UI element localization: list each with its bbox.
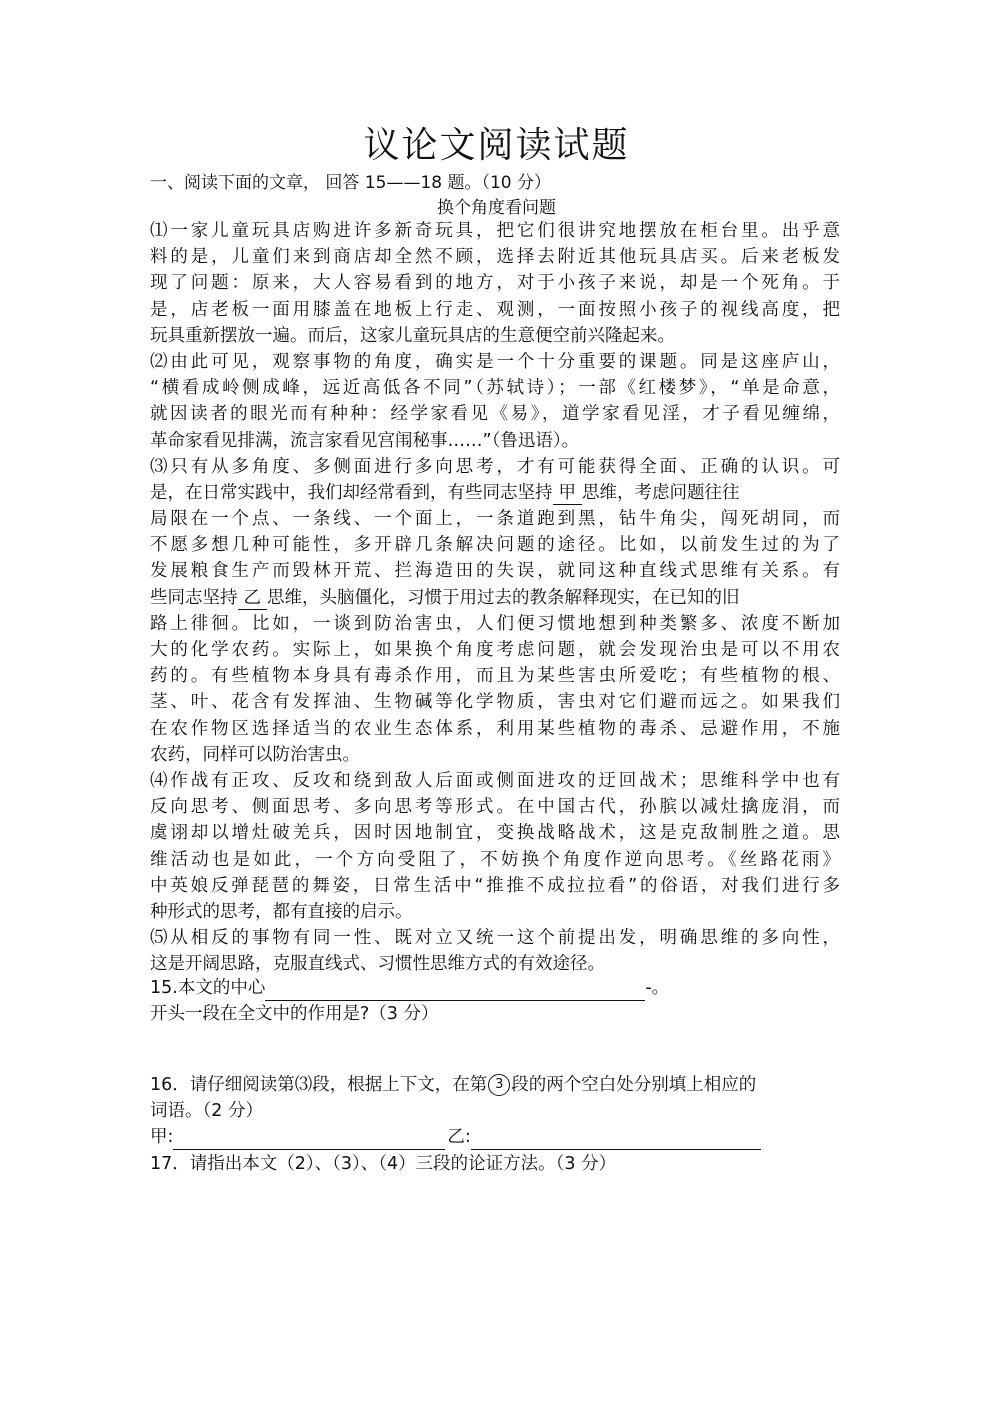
- answer-line-yi[interactable]: [471, 1131, 761, 1150]
- question-17-text: 17．请指出本文（2）、（3）、（4）三段的论证方法。（3 分）: [150, 1154, 617, 1174]
- paragraph-text: 些同志坚持: [150, 587, 238, 608]
- paragraph-3: [150, 454, 840, 768]
- paragraph-4: [150, 768, 840, 925]
- answer-line-jia[interactable]: [173, 1131, 445, 1150]
- paragraph-line: 玩具重新摆放一遍。而后，这家儿童玩具店的生意便空前兴隆起来。: [150, 325, 675, 346]
- paragraph-line: 就因读者的眼光而有种种：经学家看见《易》，道学家看见淫，才子看见缠绵，: [150, 404, 840, 425]
- paragraph-text: 思维，考虑问题往往: [582, 482, 740, 503]
- paragraph-line: ⑷作战有正攻、反攻和绕到敌人后面或侧面进攻的迂回战术；思维科学中也有: [150, 770, 840, 791]
- section-heading: 一、阅读下面的文章， 回答 15——18 题。（10 分）: [150, 173, 552, 193]
- article-body: [150, 218, 840, 977]
- paragraph-line: 现了问题：原来，大人容易看到的地方，对于小孩子来说，却是一个死角。于: [150, 273, 840, 294]
- paragraph-line: 在农作物区选择适当的农业生态体系，利用某些植物的毒杀、忌避作用，不施: [150, 718, 840, 739]
- blank-yi: 乙: [238, 587, 268, 610]
- paragraph-line: 虞诩却以增灶破羌兵，因时因地制宜，变换战略战术，这是克敌制胜之道。思: [150, 823, 840, 844]
- paragraph-line: 发展粮食生产而毁林开荒、拦海造田的失误，就同这种直线式思维有关系。有: [150, 561, 840, 582]
- question-16-text: 16．请仔细阅读第⑶段，根据上下文，在第: [150, 1075, 488, 1095]
- paragraph-line: 维活动也是如此，一个方向受阻了，不妨换个角度作逆向思考。《丝路花雨》: [150, 849, 840, 870]
- paragraph-line: ⑵由此可见，观察事物的角度，确实是一个十分重要的课题。同是这座庐山，: [150, 351, 840, 372]
- paragraph-line: “横看成岭侧成峰，远近高低各不同”（苏轼诗）；一部《红楼梦》，“单是命意，: [150, 378, 840, 399]
- question-15-label: 15.本文的中心: [150, 978, 266, 998]
- paragraph-5: [150, 925, 840, 977]
- paragraph-line: [150, 585, 840, 611]
- paragraph-text: 是，在日常实践中，我们却经常看到，有些同志坚持: [150, 482, 553, 503]
- paragraph-line: 种形式的思考，都有直接的启示。: [150, 901, 413, 922]
- paragraph-line: 农药，同样可以防治害虫。: [150, 744, 360, 765]
- paragraph-line: 反向思考、侧面思考、多向思考等形式。在中国古代，孙膑以减灶擒庞涓，而: [150, 797, 840, 818]
- question-16: [150, 1072, 850, 1150]
- question-line: [150, 975, 850, 1001]
- paragraph-text: 思维，头脑僵化，习惯于用过去的教条解释现实，在已知的旧: [267, 587, 740, 608]
- paragraph-line: 局限在一个点、一条线、一个面上，一条道跑到黑，钻牛角尖，闯死胡同，而: [150, 509, 840, 530]
- paragraph-line: 茎、叶、花含有发挥油、生物碱等化学物质，害虫对它们避而远之。如果我们: [150, 692, 840, 713]
- question-16-cont: 词语。（2 分）: [150, 1101, 263, 1121]
- page-title: 议论文阅读试题: [363, 125, 630, 166]
- paragraph-line: 不愿多想几种可能性，多开辟几条解决问题的途径。比如，以前发生过的为了: [150, 535, 840, 556]
- paragraph-line: ⑴一家儿童玩具店购进许多新奇玩具，把它们很讲究地摆放在柜台里。出乎意: [150, 221, 840, 241]
- paragraph-line: ⑸从相反的事物有同一性、既对立又统一这个前提出发，明确思维的多向性，: [150, 928, 840, 949]
- paragraph-line: 中英娘反弹琵琶的舞姿，日常生活中“推推不成拉拉看”的俗语，对我们进行多: [150, 875, 840, 896]
- circled-number: 3: [488, 1074, 510, 1096]
- question-15-suffix: -。: [645, 978, 670, 998]
- article-title: 换个角度看问题: [437, 198, 556, 218]
- paragraph-line: 料的是，儿童们来到商店却全然不顾，选择去附近其他玩具店买。后来老板发: [150, 247, 840, 268]
- paragraph-1: [150, 218, 840, 349]
- answer-row-16: [150, 1124, 850, 1150]
- question-15: [150, 975, 850, 1027]
- paragraph-line: ⑶只有从多角度、多侧面进行多向思考，才有可能获得全面、正确的认识。可: [150, 456, 840, 477]
- paragraph-2: [150, 349, 840, 454]
- question-15-sub: 开头一段在全文中的作用是?（3 分）: [150, 1004, 439, 1024]
- answer-label-yi: 乙:: [447, 1127, 471, 1147]
- answer-label-jia: 甲:: [150, 1127, 174, 1147]
- question-line: [150, 1072, 850, 1098]
- paragraph-line: 路上徘徊。比如，一谈到防治害虫，人们便习惯地想到种类繁多、浓度不断加: [150, 613, 840, 634]
- paragraph-line: 这是开阔思路，克服直线式、习惯性思维方式的有效途径。: [150, 954, 605, 975]
- answer-line-15[interactable]: [265, 982, 645, 1001]
- paragraph-line: [150, 480, 840, 506]
- paragraph-line: 大的化学农药。实际上，如果换个角度考虑问题，就会发现治虫是可以不用农: [150, 640, 840, 660]
- question-16-text: 段的两个空白处分别填上相应的: [511, 1075, 757, 1095]
- paragraph-line: 革命家看见排满，流言家看见宫闱秘事……”（鲁迅语）。: [150, 430, 580, 451]
- paragraph-line: 药的。有些植物本身具有毒杀作用，而且为某些害虫所爱吃；有些植物的根、: [150, 666, 840, 687]
- blank-jia: 甲: [553, 482, 583, 505]
- question-17: [150, 1151, 850, 1177]
- paragraph-line: 是，店老板一面用膝盖在地板上行走、观测，一面按照小孩子的视线高度，把: [150, 299, 840, 320]
